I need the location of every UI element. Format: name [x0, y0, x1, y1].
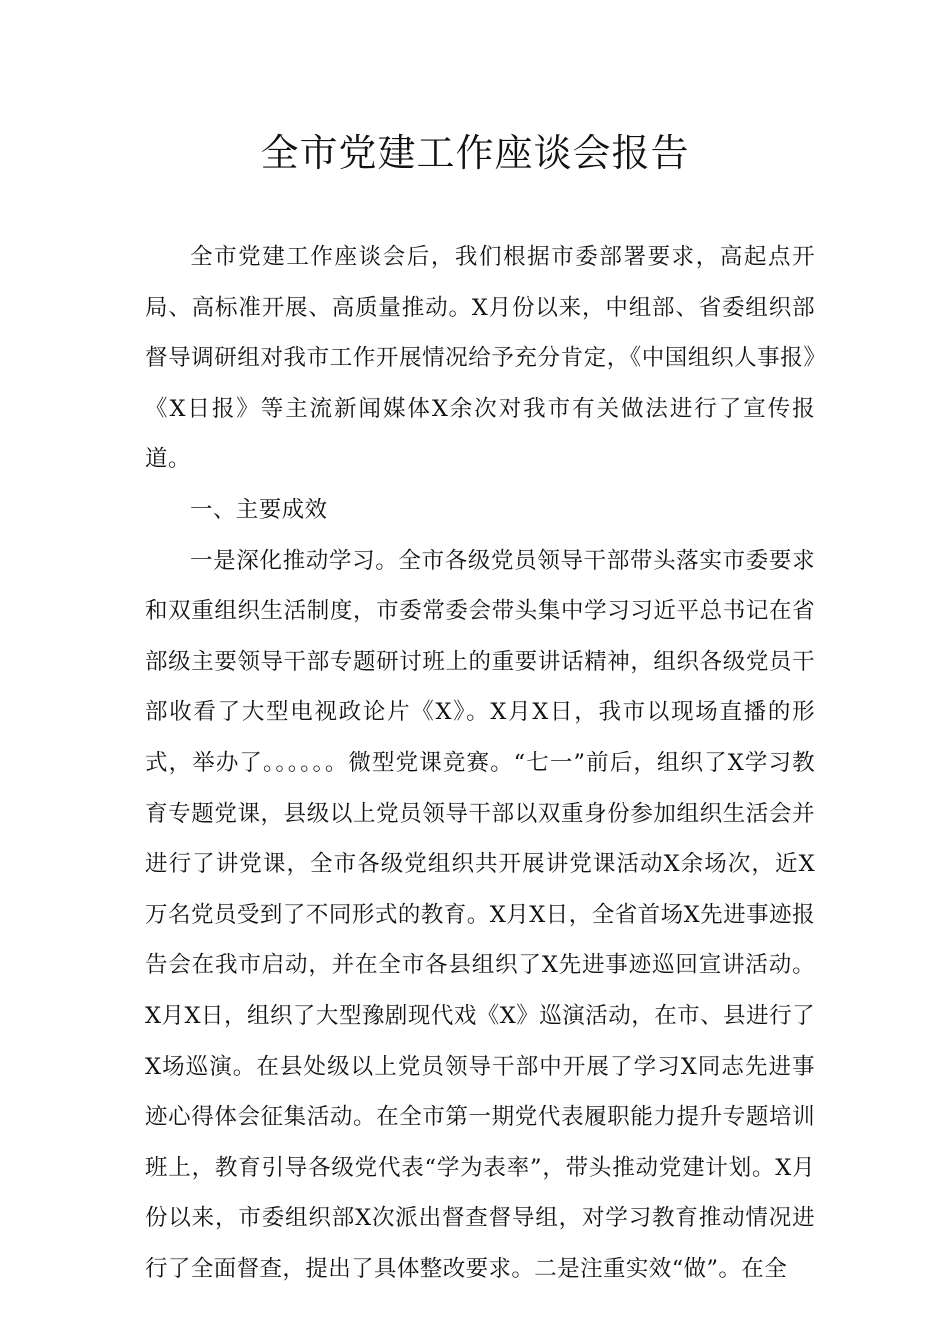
intro-paragraph: 全市党建工作座谈会后，我们根据市委部署要求，高起点开局、高标准开展、高质量推动。X月份以来，中组部、省委组织部督导调研组对我市工作开展情况给予充分肯定，《中国组织人事报》《X日报》等主流新闻媒体X余次对我市有关做法进行了宣传报道。	[145, 244, 815, 473]
body-paragraph: 一是深化推动学习。全市各级党员领导干部带头落实市委要求和双重组织生活制度，市委常委会带头集中学习习近平总书记在省部级主要领导干部专题研讨班上的重要讲话精神，组织各级党员干部收看了大型电视政论片《X》。X月X日，我市以现场直播的形式，举办了。。。。。。微型党课竞赛。“七一”前后，组织了X学习教育专题党课，县级以上党员领导干部以双重身份参加组织生活会并进行了讲党课，全市各级党组织共开展讲党课活动X余场次，近X万名党员受到了不同形式的教育。X月X日，全省首场X先进事迹报告会在我市启动，并在全市各县组织了X先进事迹巡回宣讲活动。X月X日，组织了大型豫剧现代戏《X》巡演活动，在市、县进行了X场巡演。在县处级以上党员领导干部中开展了学习X同志先进事迹心得体会征集活动。在全市第一期党代表履职能力提升专题培训班上，教育引导各级党代表“学为表率”，带头推动党建计划。X月份以来，市委组织部X次派出督查督导组，对学习教育推动情况进行了全面督查，提出了具体整改要求。二是注重实效“做”。在全	[145, 547, 815, 1282]
document-body	[145, 232, 815, 1294]
section-heading: 一、主要成效	[190, 496, 328, 523]
document-title: 全市党建工作座谈会报告	[260, 131, 690, 175]
